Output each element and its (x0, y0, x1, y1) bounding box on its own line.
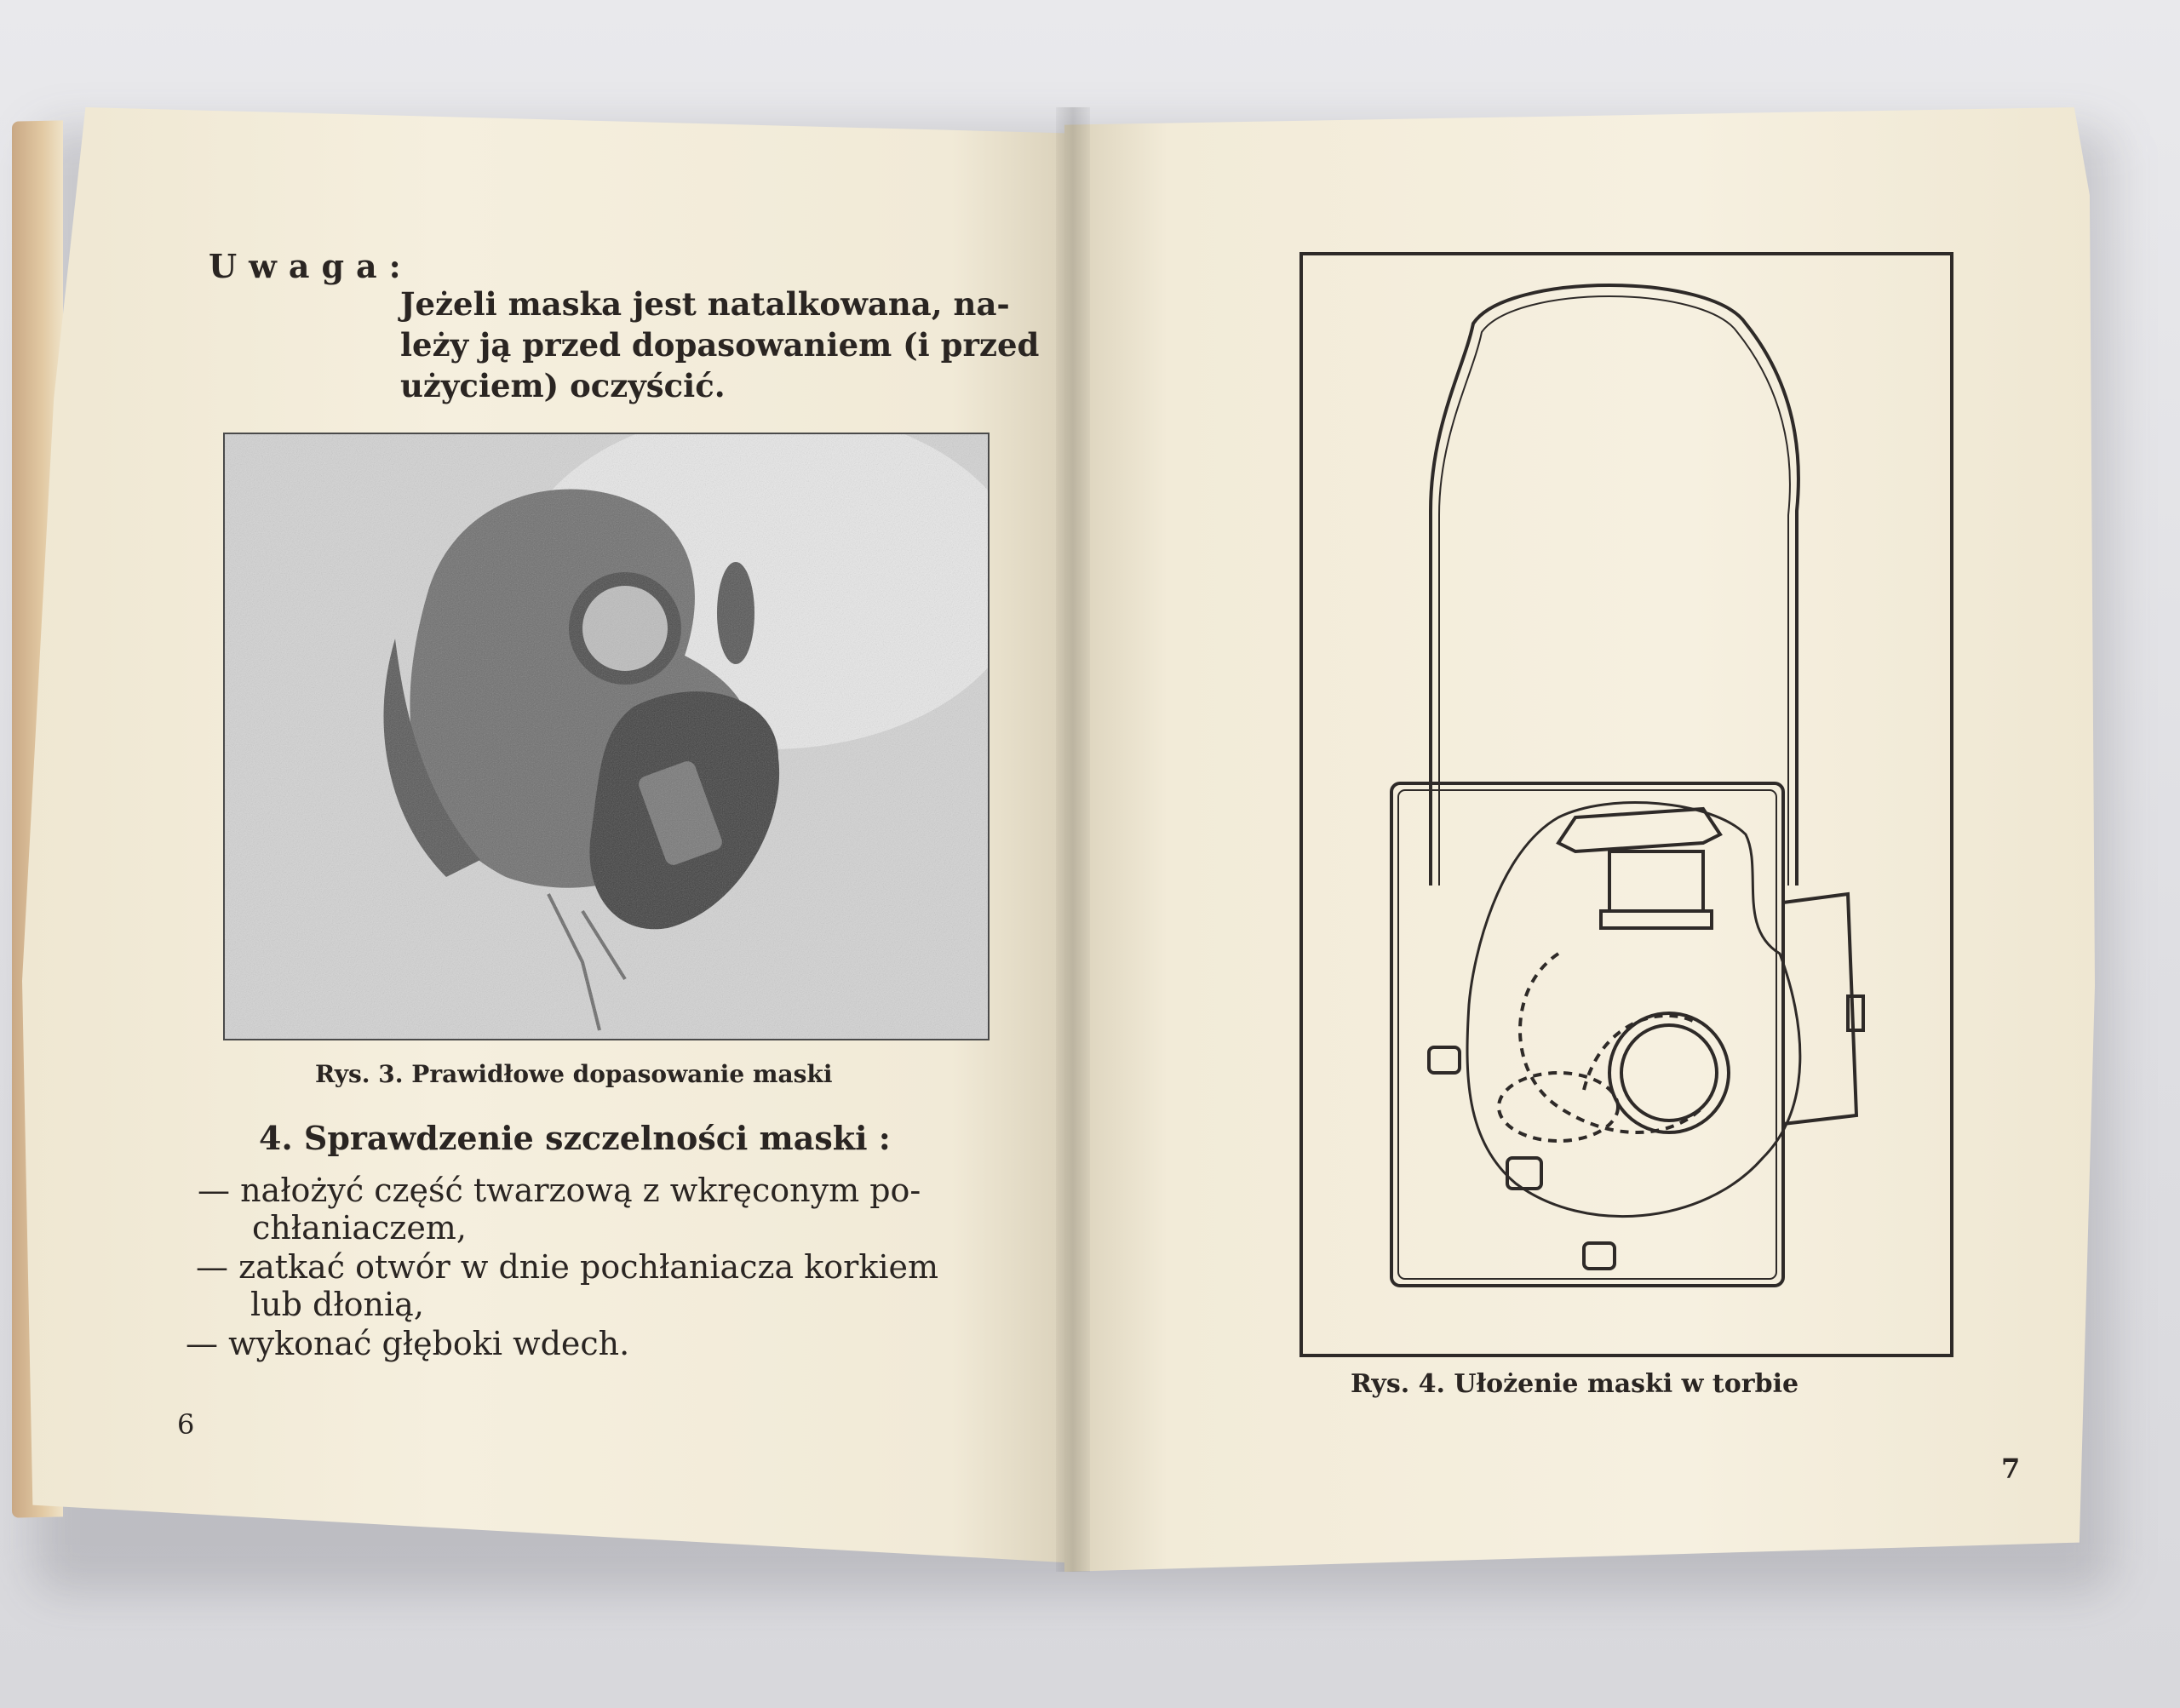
mask-in-bag-illustration (1303, 255, 1950, 1354)
warning-line-2: leży ją przed dopasowaniem (i przed (400, 326, 1040, 364)
step-2-line-2: lub dłonią, (250, 1286, 424, 1323)
figure-3-caption: Rys. 3. Prawidłowe dopasowanie maski (315, 1060, 833, 1088)
figure-4-caption: Rys. 4. Ułożenie maski w torbie (1351, 1369, 1799, 1399)
warning-line-1: Jeżeli maska jest natalkowana, na- (400, 285, 1010, 323)
step-3-line-1: — wykonać głęboki wdech. (186, 1325, 630, 1362)
warning-line-3: użyciem) oczyścić. (400, 367, 726, 404)
section-title: 4. Sprawdzenie szczelności maski : (259, 1119, 891, 1157)
right-page-number: 7 (2001, 1453, 2021, 1485)
left-page-number: 6 (177, 1408, 195, 1441)
step-2-line-1: — zatkać otwór w dnie pochłaniacza korkiem (196, 1248, 939, 1286)
book-gutter (1056, 107, 1090, 1572)
step-1-line-1: — nałożyć część twarzową z wkręconym po- (198, 1172, 921, 1209)
warning-heading: Uwaga: (209, 247, 413, 285)
mask-bag-drawing-frame (1299, 252, 1953, 1357)
step-1-line-2: chłaniaczem, (252, 1209, 467, 1247)
gas-mask-photo (225, 434, 988, 1039)
gas-mask-illustration (225, 434, 988, 1039)
